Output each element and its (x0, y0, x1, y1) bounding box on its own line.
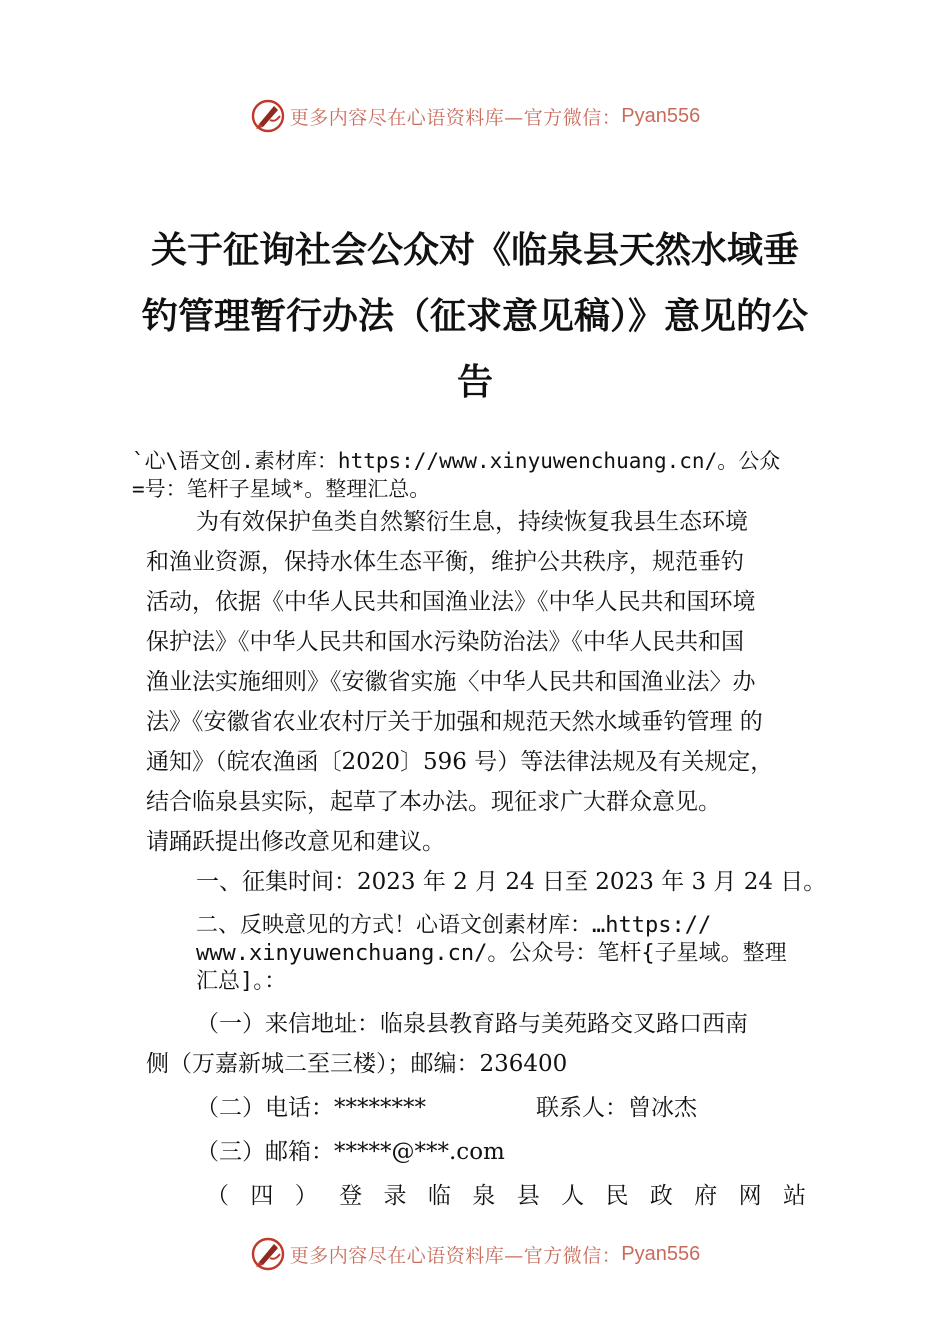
pen-logo-icon (250, 1236, 286, 1272)
section-feedback-methods-cont: 汇总]。： (196, 969, 287, 994)
banner-text: 更多内容尽在心语资料库—官方微信： (289, 1244, 622, 1267)
paragraph-line: 法》《安徽省农业农村厅关于加强和规范天然水域垂钓管理 的 (146, 709, 763, 735)
title-line: 关于征询社会公众对《临泉县天然水域垂 (150, 230, 799, 271)
wechat-id: Pyan556 (621, 104, 701, 127)
item-mail-address: （一）来信地址：临泉县教育路与美苑路交叉路口西南 (196, 1011, 748, 1037)
wechat-id: Pyan556 (621, 1242, 701, 1265)
footer-banner (0, 1232, 950, 1276)
source-note-line: =号：笔杆子星域*。整理汇总。 (132, 477, 431, 501)
title-line: 钓管理暂行办法（征求意见稿）》意见的公 (141, 296, 808, 337)
paragraph-line: 保护法》《中华人民共和国水污染防治法》《中华人民共和国 (146, 629, 744, 655)
item-website (206, 1176, 806, 1216)
item-email: （三）邮箱：*****@***.com (196, 1139, 505, 1165)
title-line: 告 (456, 362, 493, 403)
item-contact-person: 联系人：曾冰杰 (536, 1095, 697, 1121)
paragraph-line: 活动，依据《中华人民共和国渔业法》《中华人民共和国环境 (146, 589, 756, 615)
document-title (120, 218, 830, 416)
section-collection-time: 一、征集时间：2023 年 2 月 24 日至 2023 年 3 月 24 日。 (196, 869, 827, 895)
paragraph-line: 和渔业资源，保持水体生态平衡，维护公共秩序，规范垂钓 (146, 549, 744, 575)
paragraph-line: 通知》（皖农渔函〔2020〕596 号）等法律法规及有关规定， (146, 749, 774, 775)
item-website-text: （ 四 ） 登 录 临 泉 县 人 民 政 府 网 站 (206, 1183, 806, 1209)
section-feedback-methods: 二、反映意见的方式！心语文创素材库：…https:// (196, 913, 712, 938)
item-phone: （二）电话：******** (196, 1095, 426, 1121)
paragraph-line: 为有效保护鱼类自然繁衍生息，持续恢复我县生态环境 (196, 509, 748, 535)
paragraph-line: 结合临泉县实际，起草了本办法。现征求广大群众意见。 (146, 789, 721, 815)
item-mail-address-cont: 侧（万嘉新城二至三楼）；邮编：236400 (146, 1051, 568, 1077)
header-banner (0, 94, 950, 138)
pen-logo-icon (250, 98, 286, 134)
source-note-line: `心\语文创.素材库：https://www.xinyuwenchuang.cn/。公众 (132, 449, 781, 473)
paragraph-line: 请踊跃提出修改意见和建议。 (146, 829, 445, 855)
banner-text: 更多内容尽在心语资料库—官方微信： (289, 106, 622, 129)
paragraph-line: 渔业法实施细则》《安徽省实施〈中华人民共和国渔业法〉办 (146, 669, 756, 695)
section-feedback-methods-cont: www.xinyuwenchuang.cn/。公众号：笔杆{子星域。整理 (196, 941, 787, 966)
